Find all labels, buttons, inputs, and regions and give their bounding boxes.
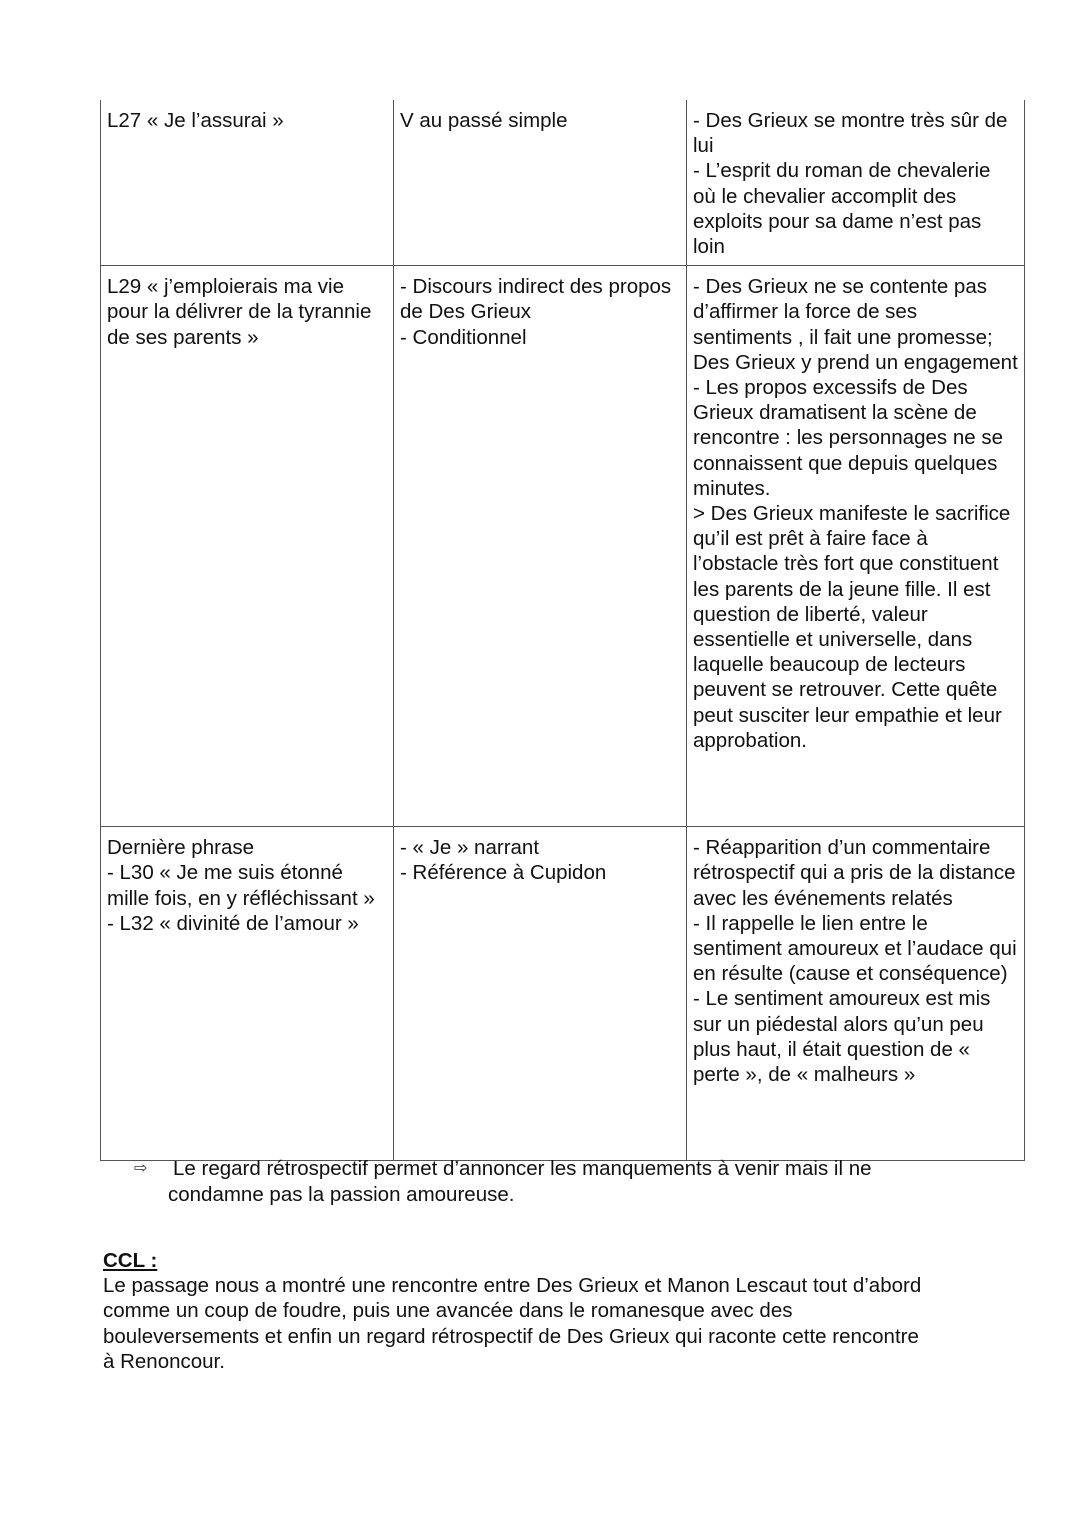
arrow-right-icon: ⇨: [134, 1160, 148, 1177]
cell-text: - Des Grieux ne se contente pas d’affirmer la force de ses sentiments , il fait une promesse; Des Grieux y prend un engagement: [693, 275, 1018, 374]
arrow-note-text: [134, 1156, 994, 1208]
citation-cell: [101, 266, 394, 827]
cell-text: L29 « j’emploierais ma vie pour la délivrer de la tyrannie de ses parents »: [107, 275, 372, 349]
citation-cell: [101, 827, 394, 1161]
cell-text: - Réapparition d’un commentaire rétrospectif qui a pris de la distance avec les événements relatés: [693, 836, 1016, 910]
analysis-table: [100, 100, 1025, 1161]
interpretation-cell: [687, 100, 1025, 266]
cell-text: > Des Grieux manifeste le sacrifice qu’il est prêt à faire face à l’obstacle très fort que constituent les parents de la jeune fille. Il est question de liberté, valeur essentielle et universelle, dans laquelle beaucoup de lecteurs peuvent se retrouver. Cette quête peut susciter leur empathie et leur approbation.: [693, 502, 1011, 752]
conclusion-line: comme un coup de foudre, puis une avancée dans le romanesque avec des: [103, 1299, 793, 1323]
cell-text: - L’esprit du roman de chevalerie où le chevalier accomplit des exploits pour sa dame n’est pas loin: [693, 159, 991, 259]
arrow-note-line: Le regard rétrospectif permet d’annoncer les manquements à venir mais il ne: [173, 1157, 872, 1180]
table-row: [101, 827, 1025, 1161]
interpretation-cell: [687, 266, 1025, 827]
interpretation-cell: [687, 827, 1025, 1161]
cell-text: - Les propos excessifs de Des Grieux dramatisent la scène de rencontre : les personnages ne se connaissent que depuis quelques minutes.: [693, 376, 1003, 500]
cell-text: - Référence à Cupidon: [400, 861, 607, 885]
cell-text: - L30 « Je me suis étonné mille fois, en y réfléchissant »: [107, 861, 375, 910]
conclusion-line: Le passage nous a montré une rencontre entre Des Grieux et Manon Lescaut tout d’abord: [103, 1274, 922, 1298]
table-row: [101, 266, 1025, 827]
cell-text: V au passé simple: [400, 109, 568, 132]
cell-text: - « Je » narrant: [400, 836, 540, 860]
cell-text: Dernière phrase: [107, 836, 254, 860]
cell-text: - Conditionnel: [400, 325, 527, 349]
citation-cell: [101, 100, 394, 266]
conclusion-line: bouleversements et enfin un regard rétrospectif de Des Grieux qui raconte cette rencontre: [103, 1324, 919, 1348]
cell-text: - Discours indirect des propos de Des Grieux: [400, 275, 672, 324]
conclusion-section: [103, 1248, 1003, 1374]
cell-text: - Des Grieux se montre très sûr de lui: [693, 109, 1008, 158]
conclusion-line: à Renoncour.: [103, 1349, 225, 1373]
procede-cell: [394, 827, 687, 1161]
cell-text: - Il rappelle le lien entre le sentiment amoureux et l’audace qui en résulte (cause et conséquence): [693, 911, 1017, 986]
cell-text: L27 « Je l’assurai »: [107, 109, 284, 132]
procede-cell: [394, 100, 687, 266]
arrow-note: [134, 1156, 994, 1208]
conclusion-title: CCL :: [103, 1249, 158, 1272]
cell-text: - L32 « divinité de l’amour »: [107, 911, 359, 935]
cell-text: - Le sentiment amoureux est mis sur un piédestal alors qu’un peu plus haut, il était question de « perte », de « malheurs »: [693, 987, 991, 1087]
table-row: [101, 100, 1025, 266]
procede-cell: [394, 266, 687, 827]
arrow-note-line: condamne pas la passion amoureuse.: [168, 1183, 515, 1206]
